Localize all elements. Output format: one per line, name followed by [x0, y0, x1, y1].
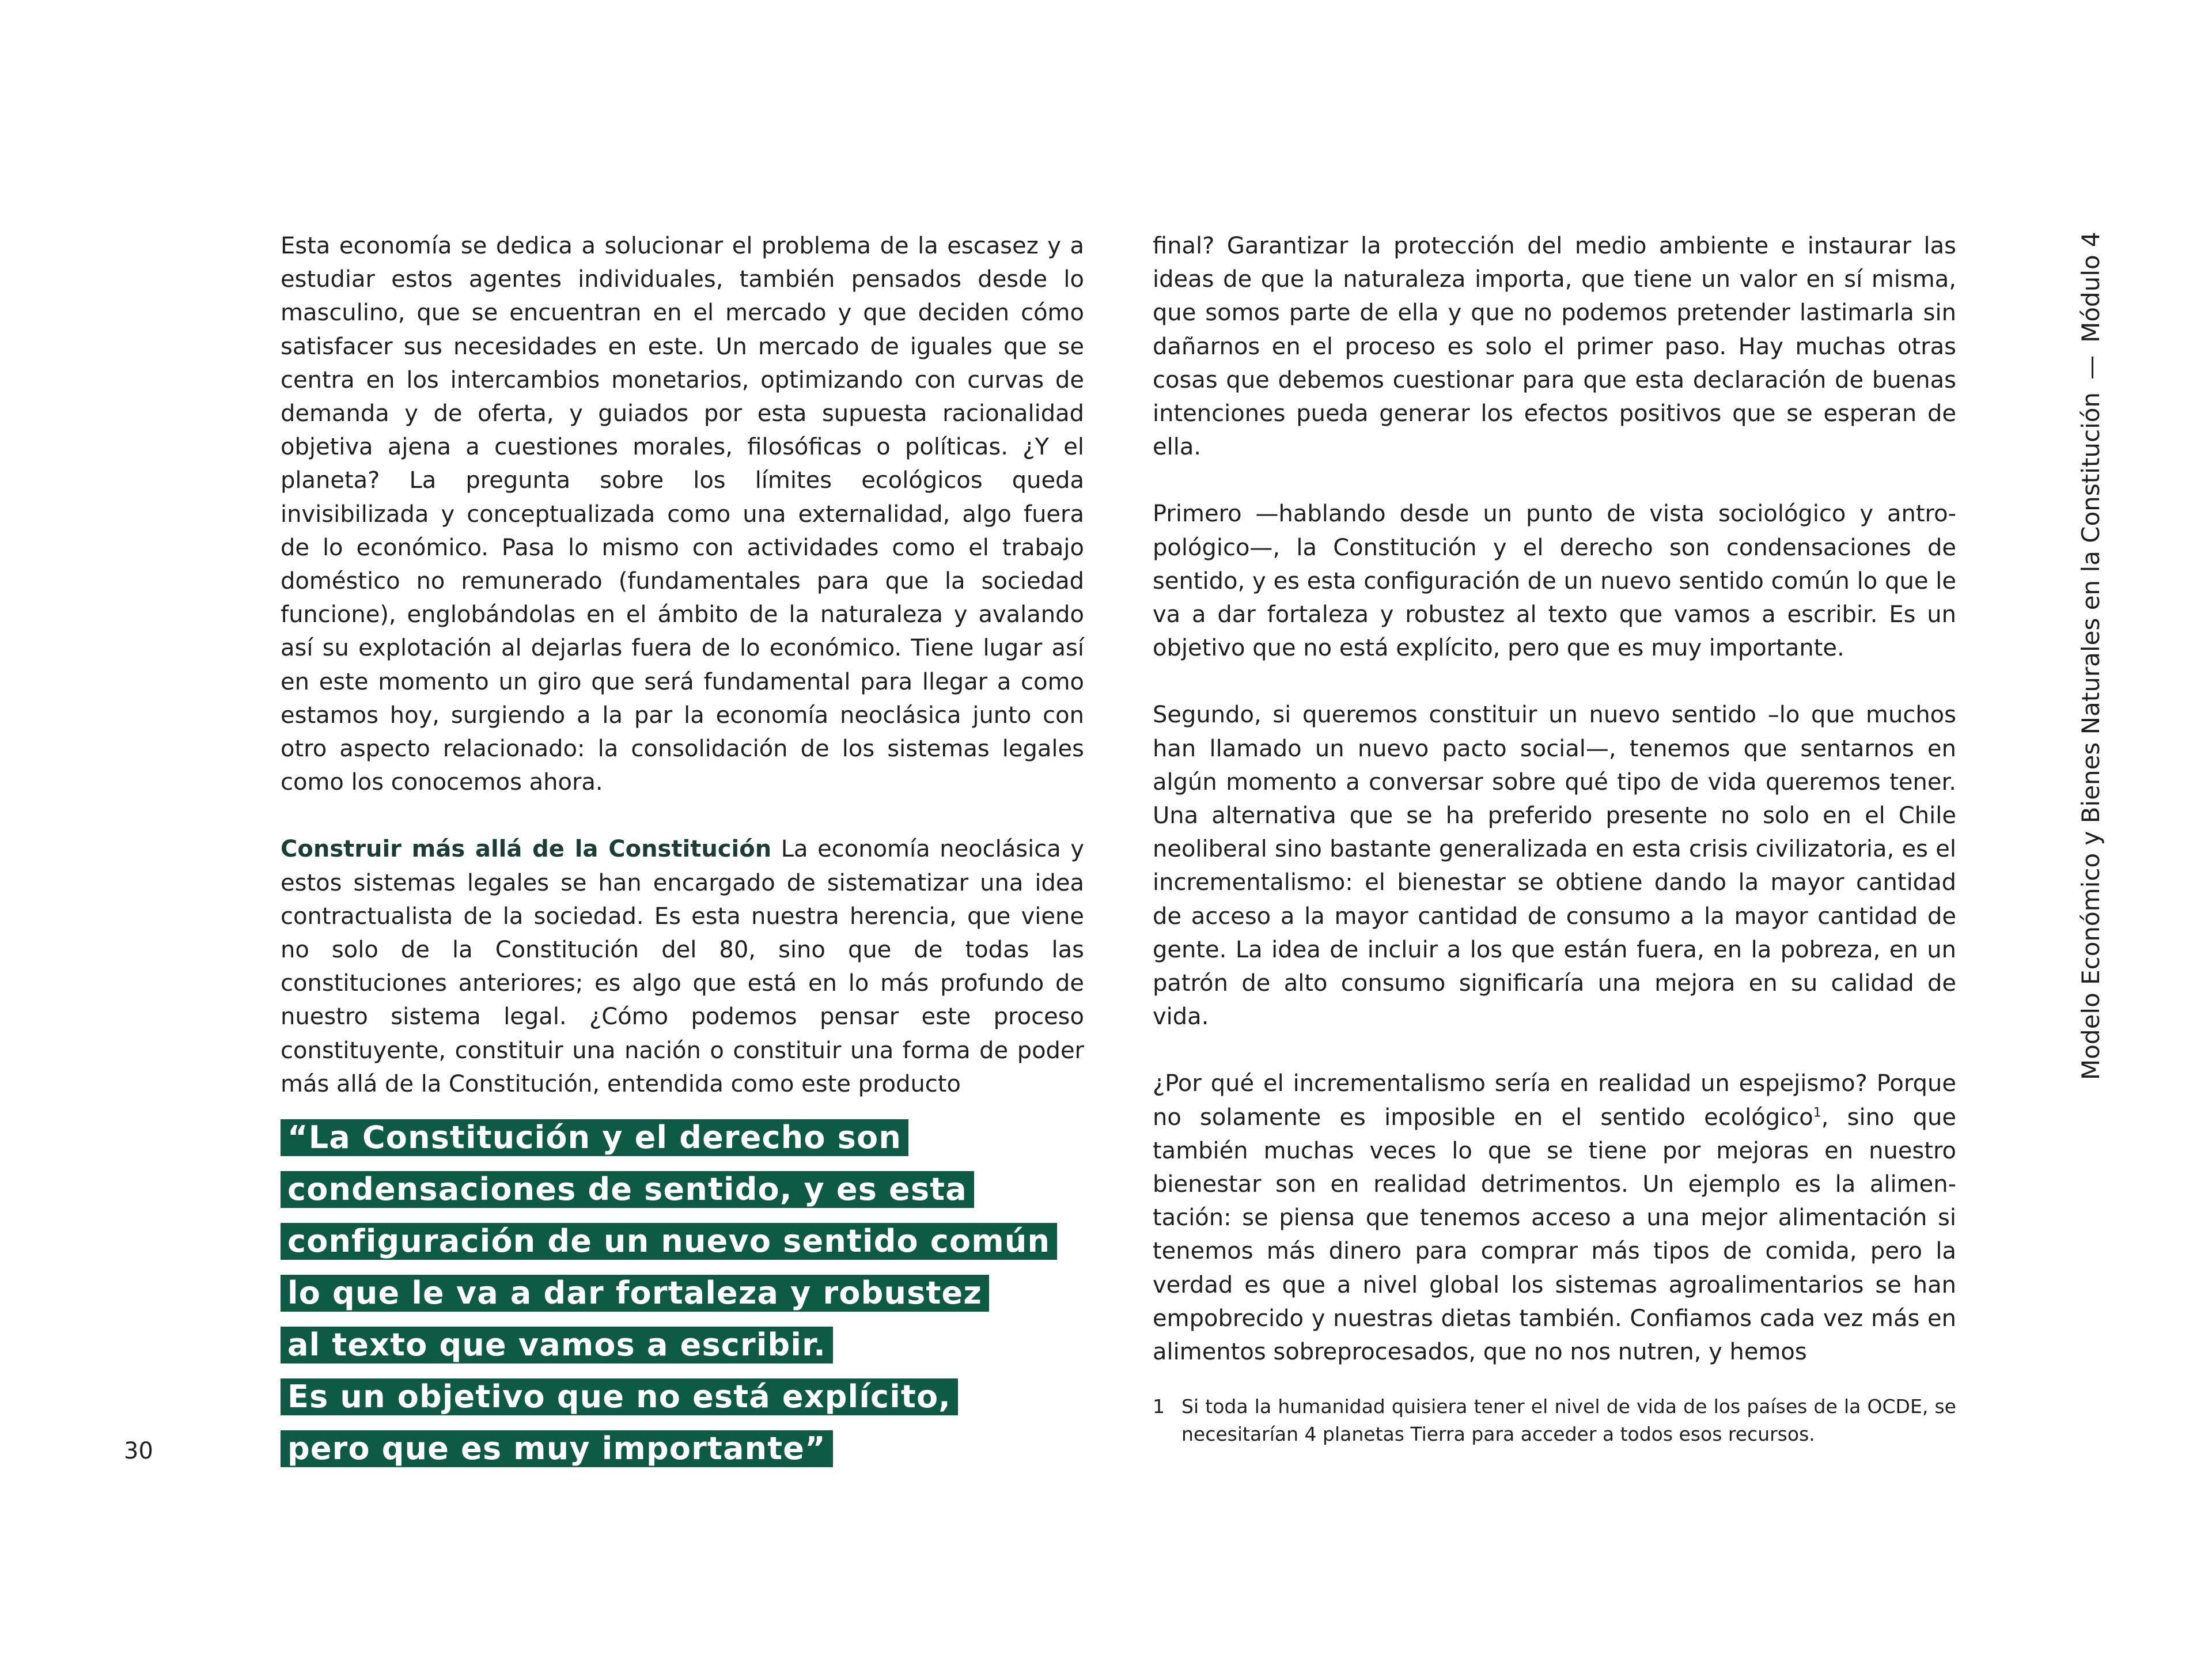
pull-quote-line: Es un objetivo que no está explícito, [281, 1378, 1087, 1430]
body-paragraph: Esta economía se dedica a solucionar el problema de la escasez y a estudiar estos agentes individuales, también pensados desde lo masculino, que se encuentran en el mercado y que deciden cómo satisfacer sus necesidades en este. Un mercado de iguales que se centra en los intercambios monetarios, optimizando con curvas de demanda y de oferta, y guiados por esta supuesta racionalidad objetiva ajena a cuestiones morales, filosóficas o políticas. ¿Y el planeta? La pregunta sobre los límites ecológicos queda invisibilizada y conceptualizada como una externalidad, algo fuera de lo económico. Pasa lo mismo con actividades como el trabajo doméstico no remunerado (fundamentales para que la sociedad funcione), englobándolas en el ámbito de la naturaleza y avalando así su explotación al dejarlas fuera de lo económico. Tiene lugar así en este momento un giro que será fundamental para llegar a como estamos hoy, surgiendo a la par la economía neoclásica junto con otro aspecto relacionado: la consolidación de los sistemas legales como los conocemos ahora. [281, 233, 1084, 796]
running-head-separator: — [2077, 355, 2105, 380]
right-column [1153, 229, 1956, 1369]
body-paragraph: Segundo, si queremos constituir un nuevo sentido –lo que muchos han llamado un nuevo pacto social—, tenemos que sentarnos en algún momento a conversar sobre qué tipo de vida queremos tener. Una alternativa que se ha preferido presente no solo en el Chile neoliberal sino bastante generalizada en esta crisis civilizatoria, es el incrementalismo: el bienestar se obtiene dando la mayor cantidad de acceso a la mayor cantidad de consumo a la mayor cantidad de gente. La idea de incluir a los que están fuera, en la pobreza, en un patrón de alto consumo significaría una mejora en su calidad de vida. [1153, 702, 1956, 1031]
body-paragraph [281, 832, 1084, 1101]
body-paragraph: ¿Por qué el incrementalismo sería en realidad un espejismo? Porque no solamente es imposible en el sentido ecológico$^1$, sino que también muchas veces lo que se tiene por mejoras en nuestro bienestar son en realidad detrimentos. Un ejemplo es la alimentación: se piensa que tenemos acceso a una mejor alimentación si tenemos más dinero para comprar más tipos de comida, pero la verdad es que a nivel global los sistemas agroalimentarios se han empobrecido y nuestras dietas también. Confiamos cada vez más en alimentos sobreprocesados, que no nos nutren, y hemos [1153, 1070, 1956, 1366]
running-head [2074, 232, 2108, 1080]
pull-quote [281, 1119, 1087, 1482]
footnote-text: Si toda la humanidad quisiera tener el nivel de vida de los países de la OCDE, se necesitarían 4 planetas Tierra para acceder a todos esos recursos. [1181, 1395, 1956, 1445]
footnote-number: 1 [1153, 1395, 1165, 1418]
page-number: 30 [124, 1438, 153, 1464]
body-text: La economía neoclásica y estos sistemas legales se han encargado de sistematizar una idea contractualista de la sociedad. Es esta nuestra herencia, que viene no solo de la Constitución del 80, sino que de todas las constituciones anteriores; es algo que está en lo más profundo de nuestro sistema legal. ¿Cómo podemos pensar este proceso constituyente, constituir una nación o constituir una forma de poder más allá de la Constitución, entendida como este producto [281, 836, 1084, 1097]
pull-quote-line: lo que le va a dar fortaleza y robustez [281, 1275, 1087, 1327]
running-head-module: Módulo 4 [2077, 232, 2105, 343]
pull-quote-line: pero que es muy importante” [281, 1430, 1087, 1482]
footnote [1153, 1393, 1956, 1448]
body-paragraph: final? Garantizar la protección del medio ambiente e instaurar las ideas de que la naturaleza importa, que tiene un valor en sí misma, que somos parte de ella y que no podemos pretender lastimarla sin dañarnos en el proceso es solo el primer paso. Hay muchas otras cosas que debemos cuestionar para que esta declaración de buenas intenciones pueda generar los efectos positivos que se esperan de ella. [1153, 233, 1956, 461]
section-subheading: Construir más allá de la Constitución [281, 836, 772, 863]
pull-quote-line: al texto que vamos a escribir. [281, 1327, 1087, 1378]
running-head-title: Modelo Económico y Bienes Naturales en la Constitución [2077, 392, 2105, 1080]
pull-quote-line: condensaciones de sentido, y es esta [281, 1171, 1087, 1223]
pull-quote-line: “La Constitución y el derecho son [281, 1119, 1087, 1171]
footnote-reference[interactable]: 1 [1813, 1105, 1821, 1120]
body-paragraph: Primero —hablando desde un punto de vista sociológico y antropológico—, la Constitución y el derecho son condensaciones de sentido, y es esta configuración de un nuevo sentido común lo que le va a dar fortaleza y robustez al texto que vamos a escribir. Es un objetivo que no está explícito, pero que es muy importante. [1153, 501, 1956, 662]
left-column [281, 229, 1084, 1101]
pull-quote-line: configuración de un nuevo sentido común [281, 1223, 1087, 1275]
